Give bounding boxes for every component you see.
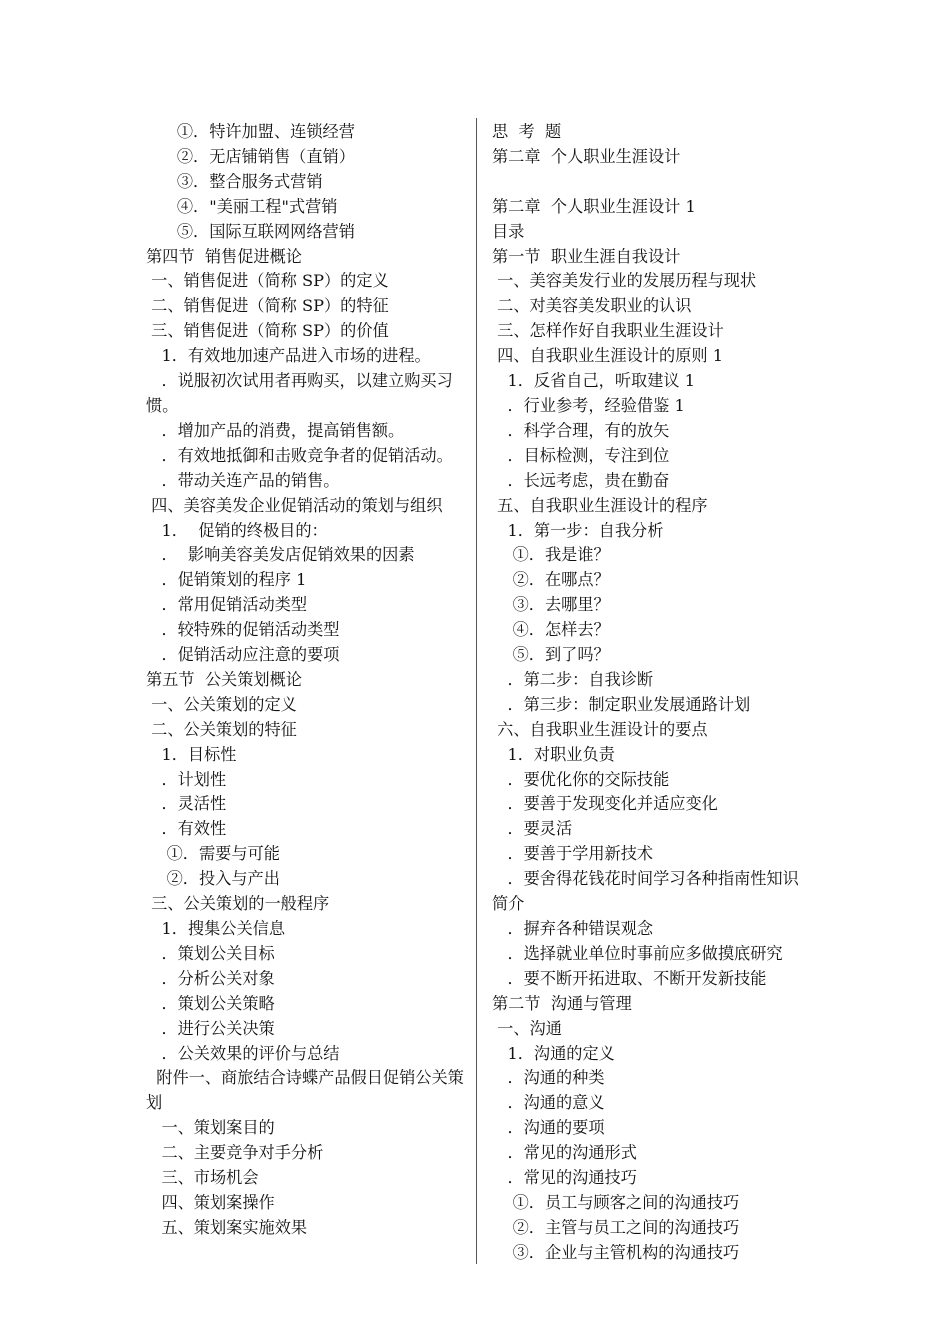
- outline-line: 三、公关策划的一般程序: [146, 894, 330, 914]
- outline-line: ．说服初次试用者再购买，以建立购买习惯。: [146, 371, 453, 415]
- outline-line: ．公关效果的评价与总结: [146, 1043, 340, 1063]
- outline-line: ．增加产品的消费，提高销售额。: [146, 420, 405, 440]
- outline-line: ③．企业与主管机构的沟通技巧: [492, 1242, 740, 1262]
- outline-line: ⑤．国际互联网网络营销: [146, 221, 355, 241]
- outline-line: ②．无店铺销售（直销）: [146, 146, 355, 166]
- outline-line: ．有效地抵御和击败竞争者的促销活动。: [146, 445, 453, 465]
- outline-line: 三、怎样作好自我职业生涯设计: [492, 321, 724, 341]
- outline-line: ④．"美丽工程"式营销: [146, 196, 338, 216]
- outline-line: 二、销售促进（简称 SP）的特征: [146, 296, 389, 316]
- outline-line: ．沟通的意义: [492, 1093, 605, 1113]
- outline-line: ①．特许加盟、连锁经营: [146, 122, 355, 141]
- outline-line: ．进行公关决策: [146, 1018, 275, 1038]
- outline-line: ．选择就业单位时事前应多做摸底研究: [492, 943, 783, 963]
- outline-line: 四、策划案操作: [146, 1192, 275, 1212]
- outline-line: ．分析公关对象: [146, 968, 275, 988]
- outline-line: 二、对美容美发职业的认识: [492, 296, 692, 316]
- outline-line: ①．需要与可能: [146, 844, 280, 864]
- outline-line: ．沟通的要项: [492, 1118, 605, 1138]
- outline-line: 第二章 个人职业生涯设计 1: [492, 196, 696, 216]
- outline-line: 1． 促销的终极目的：: [146, 520, 328, 540]
- outline-line: ．有效性: [146, 819, 227, 839]
- outline-line: ．摒弃各种错误观念: [492, 919, 654, 938]
- outline-line: [492, 170, 814, 195]
- outline-line: ③．去哪里？: [492, 595, 610, 615]
- outline-line: ．带动关连产品的销售。: [146, 470, 340, 490]
- outline-line: ④．怎样去？: [492, 620, 610, 640]
- outline-line: 一、销售促进（简称 SP）的定义: [146, 271, 389, 291]
- outline-line: ． 影响美容美发店促销效果的因素: [146, 545, 415, 565]
- outline-line: ．要优化你的交际技能: [492, 769, 670, 789]
- outline-line: ．要善于学用新技术: [492, 844, 654, 864]
- outline-line: ．常用促销活动类型: [146, 595, 308, 615]
- outline-line: ③．整合服务式营销: [146, 171, 323, 191]
- outline-line: ．常见的沟通形式: [492, 1143, 637, 1163]
- outline-line: 附件一、商旅结合诗蝶产品假日促销公关策划: [146, 1068, 464, 1113]
- outline-line: 1．目标性: [146, 744, 237, 764]
- outline-line: 1．沟通的定义: [492, 1043, 615, 1063]
- outline-line: ．行业参考，经验借鉴 1: [492, 395, 685, 415]
- outline-line: ．策划公关目标: [146, 943, 275, 963]
- outline-line: ．第二步：自我诊断: [492, 669, 654, 689]
- outline-line: 1．对职业负责: [492, 744, 615, 764]
- outline-line: 四、自我职业生涯设计的原则 1: [492, 346, 724, 366]
- outline-line: 四、美容美发企业促销活动的策划与组织: [146, 495, 443, 515]
- outline-line: 1．第一步：自我分析: [492, 520, 664, 540]
- outline-line: 目录: [492, 221, 525, 241]
- outline-line: ．要不断开拓进取、不断开发新技能: [492, 968, 767, 988]
- outline-line: 三、销售促进（简称 SP）的价值: [146, 321, 389, 341]
- outline-line: ．要舍得花钱花时间学习各种指南性知识简介: [492, 869, 799, 914]
- outline-line: 思 考 题: [492, 122, 562, 141]
- outline-line: ②．主管与员工之间的沟通技巧: [492, 1217, 740, 1237]
- outline-line: 五、策划案实施效果: [146, 1217, 308, 1237]
- outline-line: ．计划性: [146, 769, 227, 789]
- outline-line: ．目标检测，专注到位: [492, 445, 670, 465]
- outline-line: ．要灵活: [492, 819, 573, 839]
- outline-line: 第五节 公关策划概论: [146, 669, 302, 689]
- outline-line: 1．有效地加速产品进入市场的进程。: [146, 346, 431, 366]
- outline-line: ⑤．到了吗？: [492, 645, 610, 665]
- outline-line: ．常见的沟通技巧: [492, 1168, 637, 1188]
- outline-line: 第四节 销售促进概论: [146, 246, 302, 266]
- outline-line: ．灵活性: [146, 794, 227, 814]
- outline-line: 一、沟通: [492, 1018, 562, 1038]
- outline-line: 二、公关策划的特征: [146, 719, 297, 739]
- outline-line: 第二章 个人职业生涯设计: [492, 146, 681, 166]
- outline-line: ．促销策划的程序 1: [146, 570, 307, 590]
- outline-line: ．第三步：制定职业发展通路计划: [492, 694, 751, 714]
- outline-line: 一、美容美发行业的发展历程与现状: [492, 271, 757, 291]
- outline-line: 1．反省自己，听取建议 1: [492, 371, 696, 391]
- outline-line: 第一节 职业生涯自我设计: [492, 246, 681, 266]
- outline-line: ①．我是谁？: [492, 545, 610, 565]
- left-column: [146, 120, 471, 1241]
- outline-line: 五、自我职业生涯设计的程序: [492, 495, 708, 515]
- outline-line: ①．员工与顾客之间的沟通技巧: [492, 1192, 740, 1212]
- outline-line: 第二节 沟通与管理: [492, 993, 632, 1013]
- outline-line: ②．投入与产出: [146, 869, 280, 889]
- outline-line: ．沟通的种类: [492, 1068, 605, 1088]
- outline-line: ②．在哪点？: [492, 570, 610, 590]
- outline-line: ．促销活动应注意的要项: [146, 645, 340, 665]
- column-divider: [476, 118, 477, 1264]
- outline-line: 二、主要竞争对手分析: [146, 1143, 324, 1163]
- outline-line: 一、策划案目的: [146, 1118, 275, 1138]
- outline-line: 1．搜集公关信息: [146, 919, 286, 938]
- right-column: [492, 120, 814, 1266]
- outline-line: 一、公关策划的定义: [146, 694, 297, 714]
- outline-line: ．长远考虑，贵在勤奋: [492, 470, 670, 490]
- outline-line: ．科学合理，有的放矢: [492, 420, 670, 440]
- outline-line: ．策划公关策略: [146, 993, 275, 1013]
- outline-line: 六、自我职业生涯设计的要点: [492, 719, 708, 739]
- outline-line: ．较特殊的促销活动类型: [146, 620, 340, 640]
- outline-line: 三、市场机会: [146, 1168, 259, 1188]
- outline-line: ．要善于发现变化并适应变化: [492, 794, 718, 814]
